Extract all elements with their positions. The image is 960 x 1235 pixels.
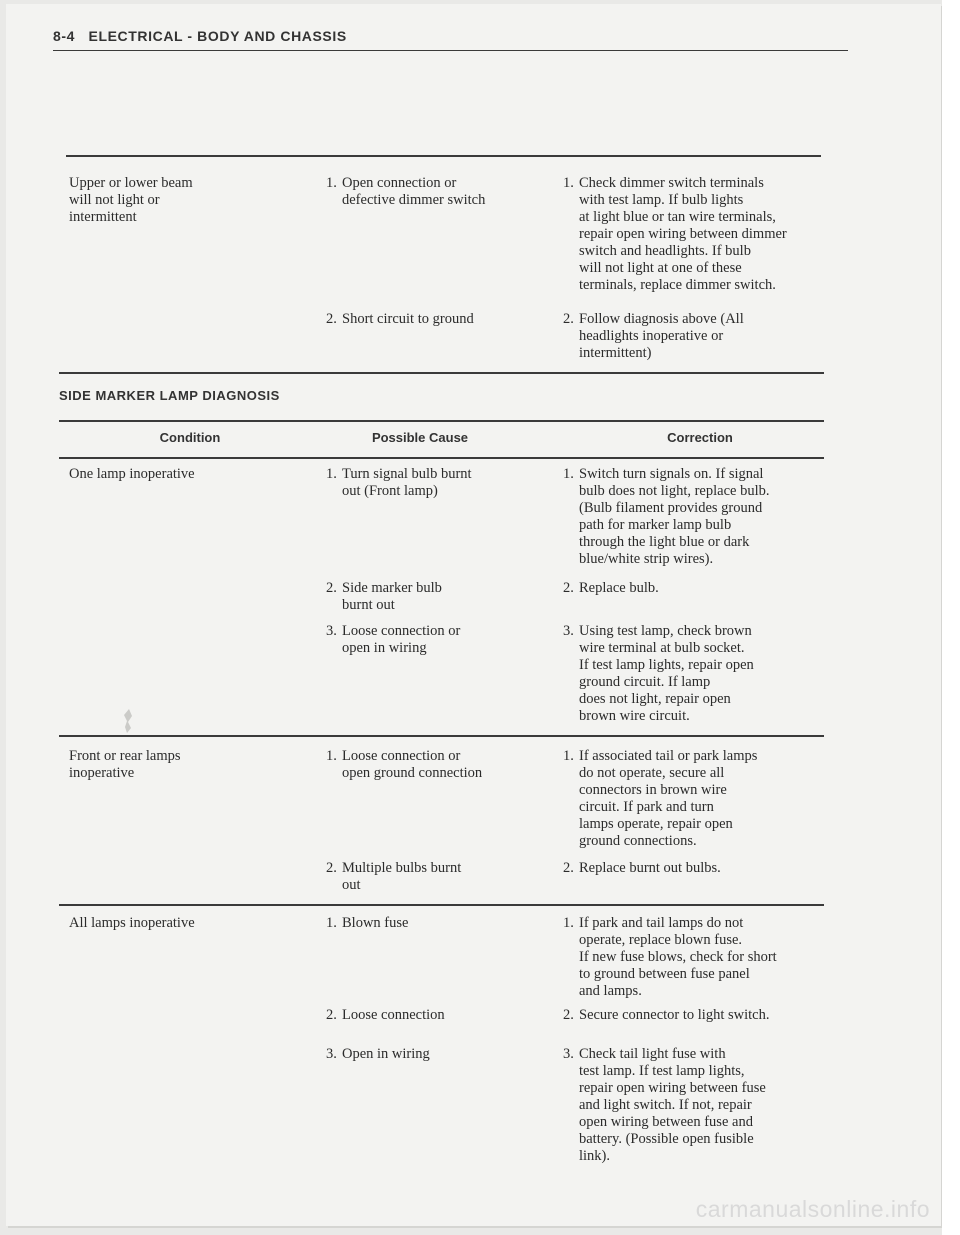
cause-item: 3. Loose connection or open in wiring xyxy=(326,623,461,656)
correction-item: 3. Check tail light fuse with test lamp. If test lamp lights, repair open wiring between fuse and light switch. If not, repair open wiring between fuse and battery. (Possible open fusible link). xyxy=(563,1046,766,1164)
cause-item: 1. Open connection or defective dimmer switch xyxy=(326,175,486,208)
condition-cell: Front or rear lamps inoperative xyxy=(69,748,181,781)
correction-item: 3. Using test lamp, check brown wire terminal at bulb socket. If test lamp lights, repair open ground circuit. If lamp does not light, repair open brown wire circuit. xyxy=(563,623,754,724)
correction-item: 1. If associated tail or park lamps do not operate, secure all connectors in brown wire circuit. If park and turn lamps operate, repair open ground connections. xyxy=(563,748,758,849)
cause-item: 2. Side marker bulb burnt out xyxy=(326,580,442,613)
section-title: SIDE MARKER LAMP DIAGNOSIS xyxy=(59,388,280,403)
condition-cell: All lamps inoperative xyxy=(69,915,195,931)
page-title: ELECTRICAL - BODY AND CHASSIS xyxy=(88,28,347,44)
column-header-bottom-rule xyxy=(59,457,824,459)
correction-item: 1. Check dimmer switch terminals with test lamp. If bulb lights at light blue or tan wire terminals, repair open wiring between dimmer switch and headlights. If bulb will not light at one of these terminals, replace dimmer switch. xyxy=(563,175,787,293)
condition-cell: One lamp inoperative xyxy=(69,466,195,482)
row-divider xyxy=(59,735,824,737)
row-divider xyxy=(59,904,824,906)
correction-item: 2. Replace bulb. xyxy=(563,580,659,596)
cause-item: 2. Short circuit to ground xyxy=(326,311,474,327)
column-header-top-rule xyxy=(59,420,824,422)
column-header-cause: Possible Cause xyxy=(371,430,469,445)
page-number: 8-4 xyxy=(53,28,76,44)
cause-item: 1. Turn signal bulb burnt out (Front lamp) xyxy=(326,466,472,499)
cause-item: 2. Multiple bulbs burnt out xyxy=(326,860,462,893)
correction-item: 2. Secure connector to light switch. xyxy=(563,1007,770,1023)
cause-item: 2. Loose connection xyxy=(326,1007,445,1023)
correction-item: 1. If park and tail lamps do not operate, replace blown fuse. If new fuse blows, check for short to ground between fuse panel and lamps. xyxy=(563,915,777,999)
cause-item: 3. Open in wiring xyxy=(326,1046,430,1062)
header-rule xyxy=(53,50,848,51)
cause-item: 1. Loose connection or open ground connection xyxy=(326,748,483,781)
correction-item: 2. Follow diagnosis above (All headlights inoperative or intermittent) xyxy=(563,311,744,361)
cause-item: 1. Blown fuse xyxy=(326,915,409,931)
correction-item: 2. Replace burnt out bulbs. xyxy=(563,860,721,876)
correction-item: 1. Switch turn signals on. If signal bulb does not light, replace bulb. (Bulb filament provides ground path for marker lamp bulb through the light blue or dark blue/white strip wires). xyxy=(563,466,770,567)
page-header xyxy=(53,28,347,44)
top-table-bottom-rule xyxy=(59,372,824,374)
column-header-correction: Correction xyxy=(667,430,733,445)
column-header-condition: Condition xyxy=(159,430,221,445)
scan-edge xyxy=(942,0,960,1235)
watermark: carmanualsonline.info xyxy=(695,1196,930,1222)
scan-smudge xyxy=(120,708,136,734)
top-table-rule xyxy=(66,155,821,157)
condition-cell: Upper or lower beam will not light or intermittent xyxy=(69,175,193,225)
